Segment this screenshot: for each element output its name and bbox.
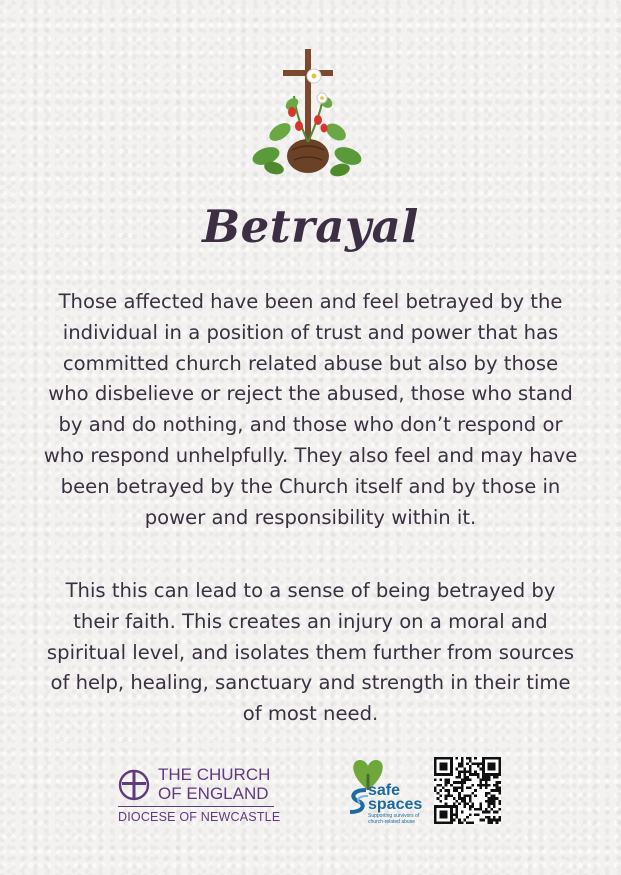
safe-spaces-wordmark <box>368 784 422 812</box>
church-of-england-logo <box>118 766 288 828</box>
church-name-line1: THE CHURCH <box>158 765 271 784</box>
paragraph-1: Those affected have been and feel betrayed by the individual in a position of trust and power that has committed church related abuse but also by those who disbelieve or reject the abused, those who stand by and do nothing, and those who don’t respond or who respond unhelpfully. They also feel and may have been betrayed by the Church itself and by those in power and responsibility within it. <box>43 290 578 529</box>
safe-spaces-line2: spaces <box>368 796 423 813</box>
logo-divider <box>118 806 274 807</box>
qr-code <box>434 757 501 824</box>
safe-spaces-logo <box>346 756 426 826</box>
church-name <box>158 766 270 803</box>
safe-spaces-tagline: Supporting survivors of church-related abuse <box>368 813 420 825</box>
diocese-name: DIOCESE OF NEWCASTLE <box>118 810 281 824</box>
safe-spaces-line1: safe <box>368 782 401 799</box>
cross-strawberry-emblem-icon <box>244 46 380 182</box>
card-title: Betrayal <box>202 200 419 253</box>
church-name-line2: OF ENGLAND <box>158 783 269 803</box>
church-cross-icon <box>118 768 152 804</box>
swoosh-s-icon <box>346 786 370 816</box>
paragraph-2: This this can lead to a sense of being betrayed by their faith. This creates an injury on a moral and spiritual level, and isolates them further from sources of help, healing, sanctuary and strength in their time of most need. <box>46 579 575 726</box>
